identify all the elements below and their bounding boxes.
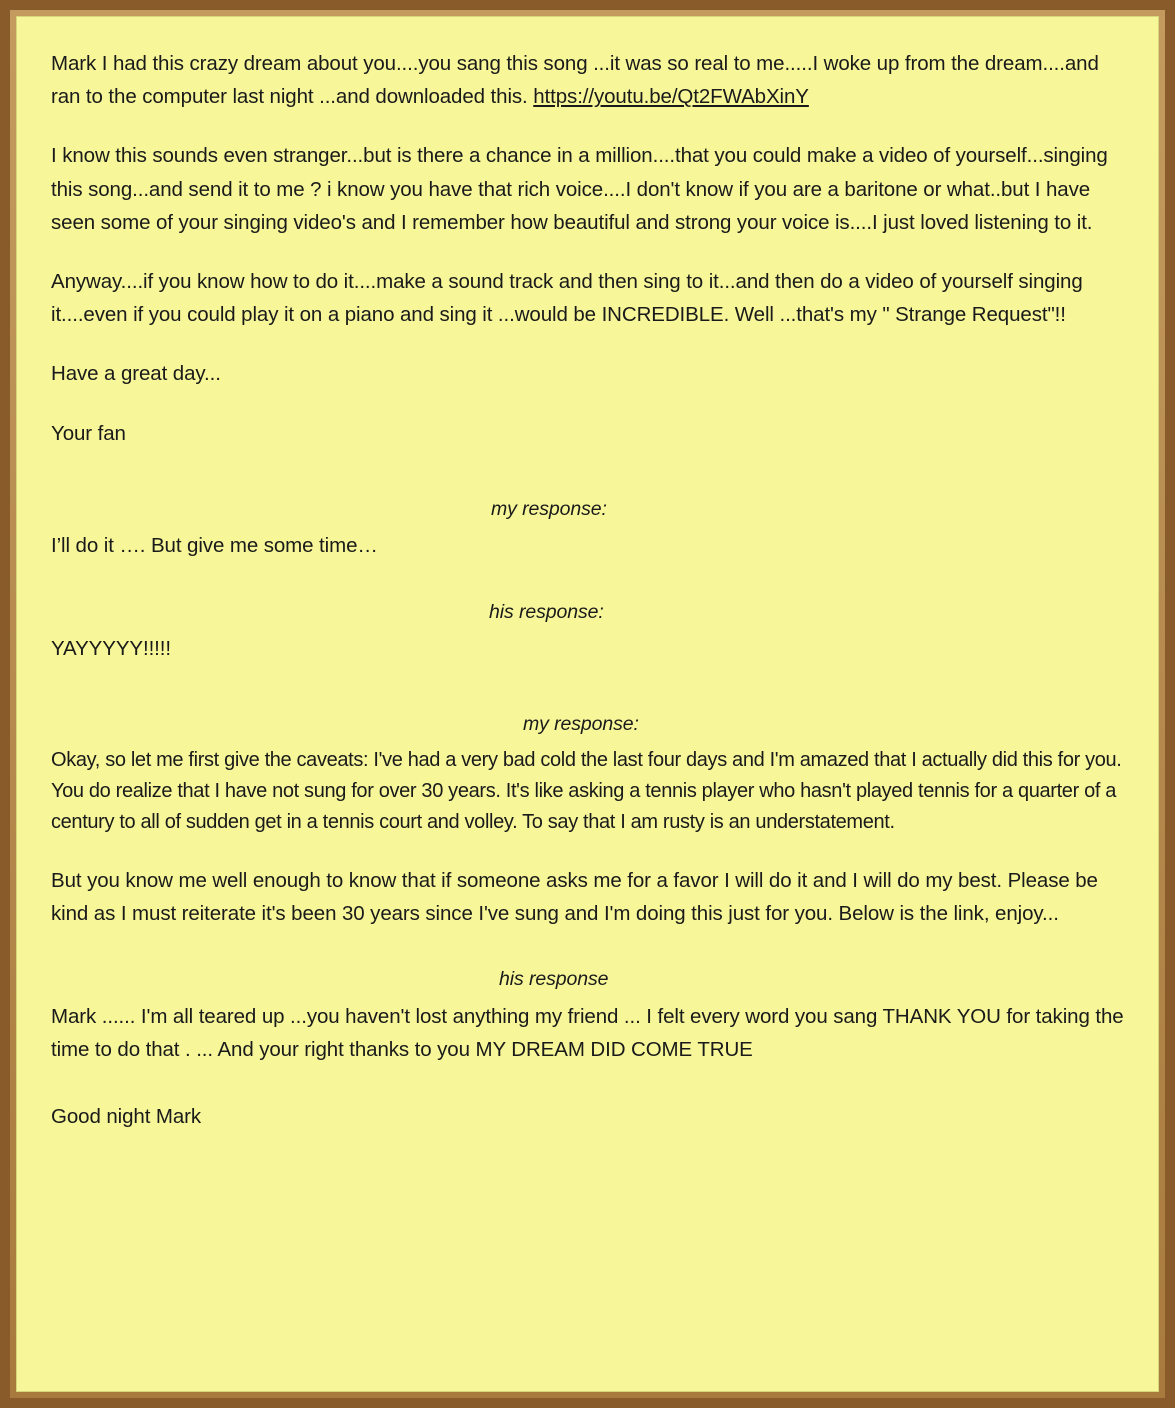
text-his-response-2: Mark ...... I'm all teared up ...you haven't lost anything my friend ... I felt every word you sang THANK YOU for taking the time to do that . ... And your right thanks to you MY DREAM DID COME TRUE <box>51 1004 1124 1062</box>
label-my-response-1: my response: <box>491 497 607 520</box>
paragraph-great-day: Have a great day... <box>51 362 221 386</box>
text-my-response-1: I’ll do it …. But give me some time… <box>51 534 378 558</box>
paragraph-your-fan: Your fan <box>51 421 126 445</box>
spacer-4 <box>51 930 1124 964</box>
text-closing: Good night Mark <box>51 1105 202 1129</box>
document-page <box>16 16 1159 1392</box>
youtube-link[interactable]: https://youtu.be/Qt2FWAbXinY <box>533 85 809 109</box>
spacer-3 <box>51 665 1124 709</box>
label-my-response-2: my response: <box>523 713 639 736</box>
paragraph-request: I know this sounds even stranger...but is there a chance in a million....that you could make a video of yourself...singing this song...and send it to me ? i know you have that rich voice....I don't know if you are a baritone or what..but I have seen some of your singing video's and I remember how beautiful and strong your voice is....I just loved listening to it. <box>51 144 1108 234</box>
spacer-1 <box>51 450 1124 494</box>
text-my-response-2: Okay, so let me first give the caveats: I've had a very bad cold the last four days and I'm amazed that I actually did this for you. You do realize that I have not sung for over 30 years. It's like asking a tennis player who hasn't played tennis for a quarter of a century to all of sudden get in a tennis court and volley. To say that I am rusty is an understatement. <box>51 748 1122 833</box>
intro-text: Mark I had this crazy dream about you....you sang this song ...it was so real to me.....I woke up from the dream....and ran to the computer last night ...and downloaded this. <box>51 52 1099 109</box>
label-his-response-2: his response <box>499 968 609 991</box>
text-his-response-1: YAYYYYY!!!!! <box>51 637 171 661</box>
paragraph-anyway: Anyway....if you know how to do it....make a sound track and then sing to it...and then do a video of yourself singing it....even if you could play it on a piano and sing it ...would be INCREDIBLE. Well ...that's my " Strange Request"!! <box>51 270 1083 327</box>
spacer-5 <box>51 1066 1124 1100</box>
label-his-response-1: his response: <box>489 600 604 623</box>
text-my-response-2b: But you know me well enough to know that if someone asks me for a favor I will do it and I will do my best. Please be kind as I must reiterate it's been 30 years since I've sung and I'm doing this just for you. Below is the link, enjoy... <box>51 868 1098 926</box>
paragraph-intro <box>51 47 1124 113</box>
spacer-2 <box>51 563 1124 597</box>
